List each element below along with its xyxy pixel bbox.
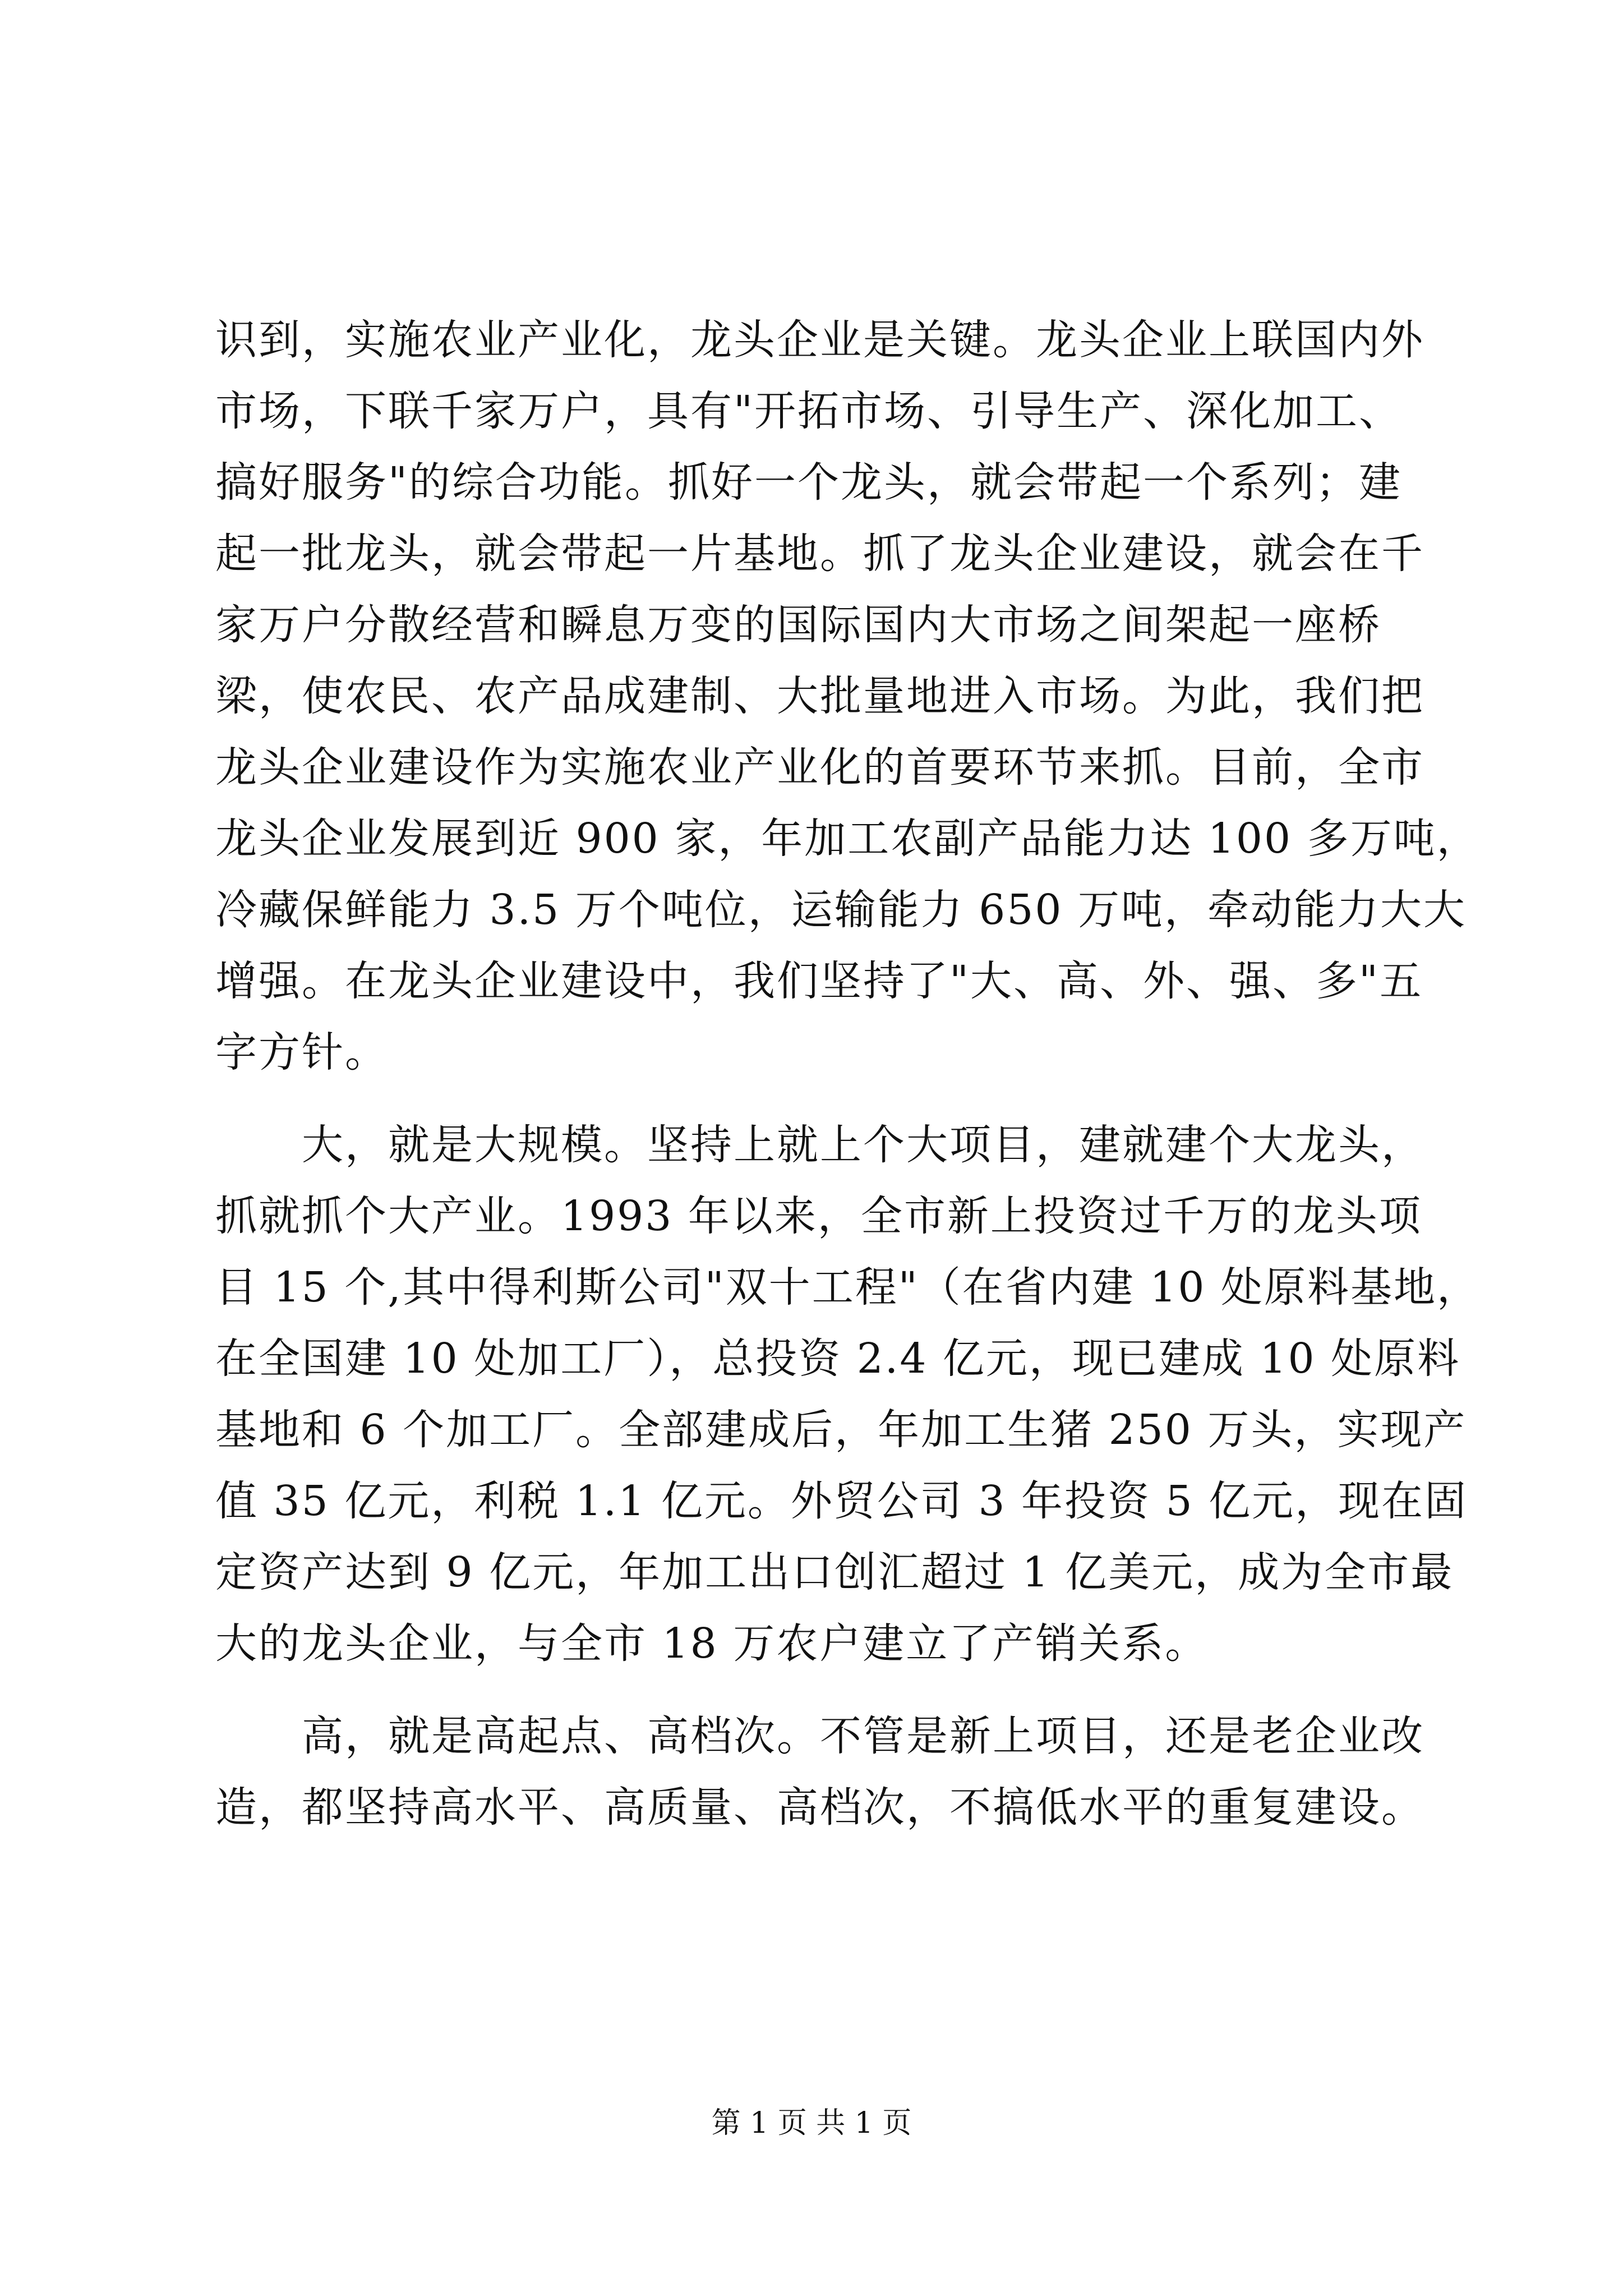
text-line: 高，就是高起点、高档次。不管是新上项目，还是老企业改 [215, 1712, 1424, 1760]
document-body [215, 305, 1481, 1843]
text-line: 梁，使农民、农产品成建制、大批量地进入市场。为此，我们把 [215, 672, 1424, 720]
page-number: 第 1 页 共 1 页 [711, 2106, 912, 2140]
text-line: 起一批龙头，就会带起一片基地。抓了龙头企业建设，就会在千 [215, 530, 1424, 578]
text-line: 家万户分散经营和瞬息万变的国际国内大市场之间架起一座桥 [215, 601, 1381, 649]
text-line: 龙头企业建设作为实施农业产业化的首要环节来抓。目前，全市 [215, 743, 1424, 792]
text-line: 识到，实施农业产业化，龙头企业是关键。龙头企业上联国内外 [215, 316, 1424, 364]
text-line: 市场，下联千家万户，具有"开拓市场、引导生产、深化加工、 [215, 387, 1403, 435]
text-line: 龙头企业发展到近 900 家，年加工农副产品能力达 100 多万吨， [215, 815, 1480, 863]
text-line: 定资产达到 9 亿元，年加工出口创汇超过 1 亿美元，成为全市最 [215, 1548, 1454, 1596]
text-line: 冷藏保鲜能力 3.5 万个吨位，运输能力 650 万吨，牵动能力大大 [215, 886, 1467, 934]
text-line: 大的龙头企业，与全市 18 万农户建立了产销关系。 [215, 1619, 1209, 1668]
text-line: 搞好服务"的综合功能。抓好一个龙头，就会带起一个系列；建 [215, 458, 1403, 507]
page-footer [0, 2106, 1623, 2140]
text-line: 大，就是大规模。坚持上就上个大项目，建就建个大龙头， [215, 1121, 1424, 1169]
paragraph-gap [215, 1088, 1415, 1110]
text-line: 值 35 亿元，利税 1.1 亿元。外贸公司 3 年投资 5 亿元，现在固 [215, 1477, 1468, 1525]
text-line: 字方针。 [215, 1028, 388, 1076]
paragraph-gap [215, 1680, 1415, 1701]
text-line: 基地和 6 个加工厂。全部建成后，年加工生猪 250 万头，实现产 [215, 1406, 1467, 1454]
text-line: 抓就抓个大产业。1993 年以来，全市新上投资过千万的龙头项 [215, 1192, 1422, 1240]
text-line: 增强。在龙头企业建设中，我们坚持了"大、高、外、强、多"五 [215, 957, 1423, 1005]
text-line: 造，都坚持高水平、高质量、高档次，不搞低水平的重复建设。 [215, 1783, 1424, 1832]
text-line: 目 15 个,其中得利斯公司"双十工程"（在省内建 10 处原料基地， [215, 1263, 1481, 1312]
text-line: 在全国建 10 处加工厂），总投资 2.4 亿元，现已建成 10 处原料 [215, 1335, 1461, 1383]
